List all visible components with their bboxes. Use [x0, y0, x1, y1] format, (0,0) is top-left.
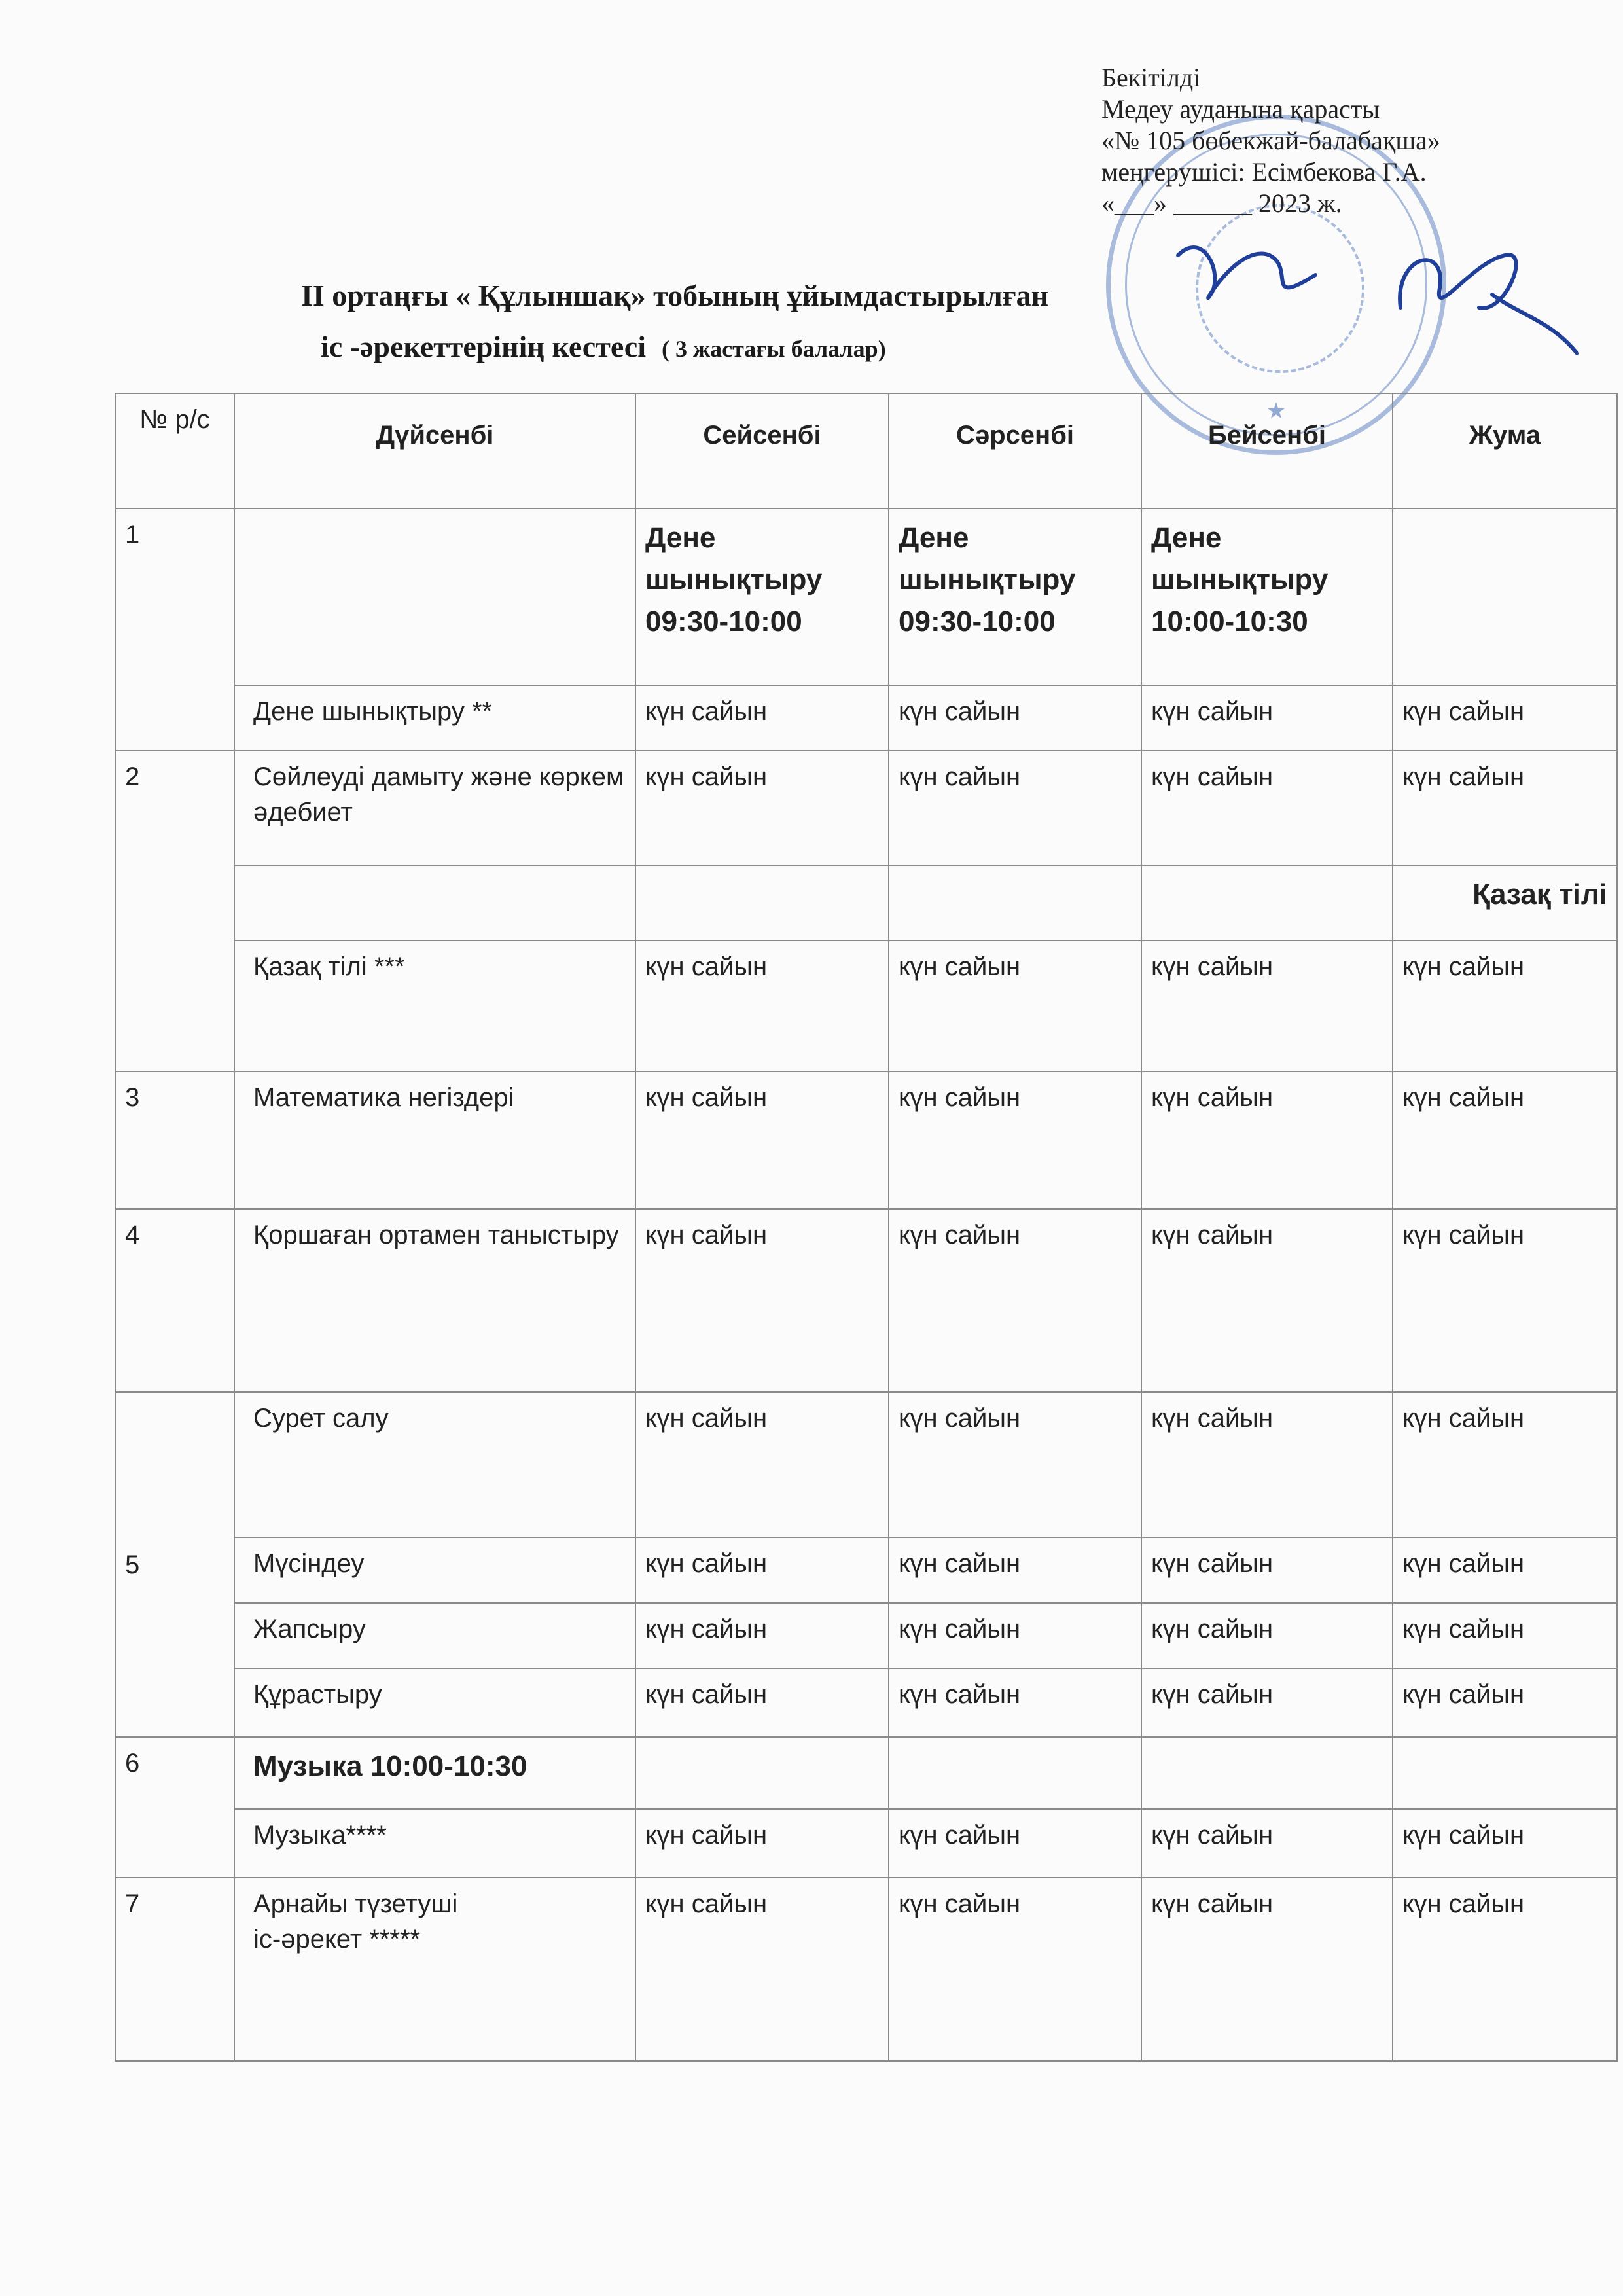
row-number: 2: [115, 751, 234, 1071]
pe-title: Дене шынықтыру: [899, 522, 1076, 596]
header-friday: Жума: [1393, 393, 1617, 509]
cell-daily: күн сайын: [1141, 1603, 1393, 1668]
subject-label: [234, 1878, 635, 2061]
cell-daily: күн сайын: [889, 685, 1141, 751]
subject-label: Қоршаған ортамен таныстыру: [234, 1209, 635, 1392]
cell-empty: [635, 865, 889, 941]
cell-empty: [1141, 865, 1393, 941]
table-row: [115, 1878, 1617, 2061]
cell-daily: күн сайын: [1393, 751, 1617, 865]
cell-daily: күн сайын: [889, 1603, 1141, 1668]
cell-daily: күн сайын: [1393, 685, 1617, 751]
table-row: [115, 1071, 1617, 1209]
cell-daily: күн сайын: [889, 1878, 1141, 2061]
pe-title: Дене шынықтыру: [645, 522, 823, 596]
cell-empty: [234, 509, 635, 685]
table-row: [115, 941, 1617, 1071]
subject-label-line: Арнайы түзетуші: [253, 1890, 458, 1918]
table-row: [115, 1668, 1617, 1737]
title-line-2-main: іс -әрекеттерінің кестесі: [321, 330, 646, 363]
cell-daily: күн сайын: [1393, 1878, 1617, 2061]
cell-daily: күн сайын: [1393, 1071, 1617, 1209]
cell-kazakh-friday: Қазақ тілі: [1393, 865, 1617, 941]
cell-daily: күн сайын: [635, 1603, 889, 1668]
title-line-2: [321, 329, 886, 364]
cell-daily: күн сайын: [889, 751, 1141, 865]
approval-line: Медеу ауданына қарасты: [1101, 94, 1380, 124]
pe-time: 09:30-10:00: [899, 605, 1056, 637]
approval-line: «№ 105 бөбекжай-балабақша»: [1101, 126, 1440, 155]
cell-daily: күн сайын: [635, 1071, 889, 1209]
table-row: [115, 1603, 1617, 1668]
row-number: 6: [115, 1737, 234, 1878]
cell-daily: күн сайын: [635, 1392, 889, 1537]
subject-label: Мүсіндеу: [234, 1537, 635, 1603]
signature: [1165, 216, 1584, 386]
row-number: 5: [115, 1392, 234, 1737]
pe-title: Дене шынықтыру: [1151, 522, 1329, 596]
header-row: [115, 393, 1617, 509]
cell-daily: күн сайын: [889, 1392, 1141, 1537]
cell-daily: күн сайын: [889, 1809, 1141, 1878]
subject-label: Құрастыру: [234, 1668, 635, 1737]
cell-pe-tuesday: [635, 509, 889, 685]
cell-daily: күн сайын: [635, 941, 889, 1071]
cell-daily: күн сайын: [1141, 1878, 1393, 2061]
cell-daily: күн сайын: [1141, 1668, 1393, 1737]
pe-time: 10:00-10:30: [1151, 605, 1308, 637]
cell-daily: күн сайын: [1141, 685, 1393, 751]
cell-empty: [234, 865, 635, 941]
subject-label: Жапсыру: [234, 1603, 635, 1668]
header-thursday: Бейсенбі: [1141, 393, 1393, 509]
cell-daily: күн сайын: [889, 1537, 1141, 1603]
approval-line: «___» ______ 2023 ж.: [1101, 188, 1342, 218]
row-number: 4: [115, 1209, 234, 1392]
cell-daily: күн сайын: [1141, 1809, 1393, 1878]
cell-daily: күн сайын: [635, 751, 889, 865]
cell-daily: күн сайын: [1393, 1209, 1617, 1392]
cell-daily: күн сайын: [889, 941, 1141, 1071]
approval-line: Бекітілді: [1101, 63, 1201, 92]
cell-empty: [635, 1737, 889, 1809]
cell-daily: күн сайын: [635, 685, 889, 751]
approval-block: [1101, 62, 1533, 219]
cell-daily: күн сайын: [1141, 1071, 1393, 1209]
cell-daily: күн сайын: [1141, 1392, 1393, 1537]
title-line-1: ІІ ортаңғы « Құлыншақ» тобының ұйымдастырылған: [301, 279, 1049, 312]
subject-label-line: іс-әрекет *****: [253, 1925, 421, 1954]
cell-daily: күн сайын: [1393, 1603, 1617, 1668]
cell-daily: күн сайын: [1393, 1392, 1617, 1537]
table-row: [115, 865, 1617, 941]
cell-daily: күн сайын: [1393, 1668, 1617, 1737]
cell-empty: [1393, 509, 1617, 685]
subject-label: Сөйлеуді дамыту және көркем әдебиет: [234, 751, 635, 865]
table-row: [115, 1537, 1617, 1603]
table-row: [115, 1737, 1617, 1809]
subject-label: Дене шынықтыру **: [234, 685, 635, 751]
cell-pe-thursday: [1141, 509, 1393, 685]
table-row: [115, 509, 1617, 685]
cell-daily: күн сайын: [889, 1071, 1141, 1209]
table-row: [115, 751, 1617, 865]
subject-label: Математика негіздері: [234, 1071, 635, 1209]
cell-daily: күн сайын: [635, 1537, 889, 1603]
cell-empty: [889, 865, 1141, 941]
cell-daily: күн сайын: [1393, 1809, 1617, 1878]
row-number: 7: [115, 1878, 234, 2061]
cell-daily: күн сайын: [1141, 1537, 1393, 1603]
table-row: [115, 1809, 1617, 1878]
row-number: 1: [115, 509, 234, 751]
header-number: № р/с: [115, 393, 234, 509]
cell-daily: күн сайын: [1393, 1537, 1617, 1603]
cell-daily: күн сайын: [1141, 941, 1393, 1071]
header-monday: Дүйсенбі: [234, 393, 635, 509]
row-number: 3: [115, 1071, 234, 1209]
table-row: [115, 685, 1617, 751]
schedule-table: [115, 393, 1618, 2062]
subject-label: Қазақ тілі ***: [234, 941, 635, 1071]
table-row: [115, 1392, 1617, 1537]
cell-daily: күн сайын: [635, 1668, 889, 1737]
cell-daily: күн сайын: [1141, 1209, 1393, 1392]
pe-time: 09:30-10:00: [645, 605, 802, 637]
cell-daily: күн сайын: [635, 1878, 889, 2061]
music-title: Музыка 10:00-10:30: [234, 1737, 635, 1809]
cell-daily: күн сайын: [635, 1209, 889, 1392]
title-age-note: ( 3 жастағы балалар): [662, 336, 886, 362]
seal-star-icon: ★: [1266, 399, 1287, 423]
cell-daily: күн сайын: [889, 1209, 1141, 1392]
cell-daily: күн сайын: [635, 1809, 889, 1878]
cell-daily: күн сайын: [889, 1668, 1141, 1737]
header-wednesday: Сәрсенбі: [889, 393, 1141, 509]
table-row: [115, 1209, 1617, 1392]
cell-empty: [889, 1737, 1141, 1809]
subject-label: Сурет салу: [234, 1392, 635, 1537]
header-tuesday: Сейсенбі: [635, 393, 889, 509]
cell-daily: күн сайын: [1393, 941, 1617, 1071]
cell-daily: күн сайын: [1141, 751, 1393, 865]
cell-empty: [1393, 1737, 1617, 1809]
approval-line: меңгерушісі: Есімбекова Г.А.: [1101, 157, 1427, 187]
subject-label: Музыка****: [234, 1809, 635, 1878]
cell-pe-wednesday: [889, 509, 1141, 685]
cell-empty: [1141, 1737, 1393, 1809]
